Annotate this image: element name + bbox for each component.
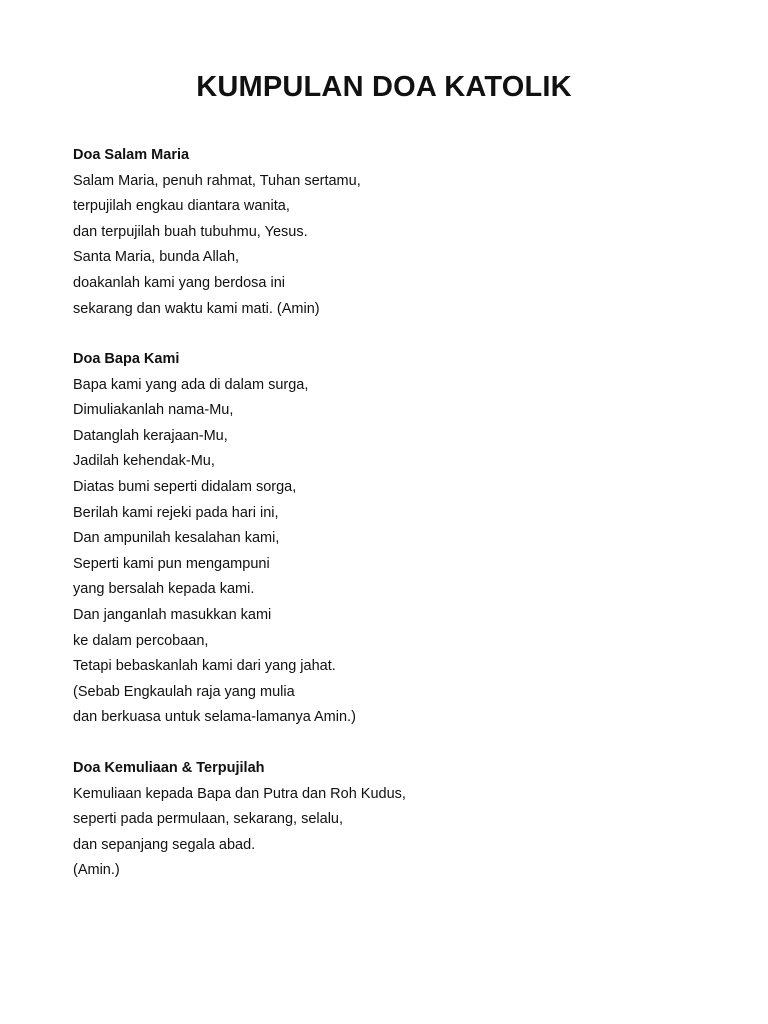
prayer-line: Dimuliakanlah nama-Mu, (73, 402, 234, 419)
prayer-line: terpujilah engkau diantara wanita, (73, 198, 290, 215)
prayer-line: Dan janganlah masukkan kami (73, 606, 272, 623)
prayer-text (73, 782, 693, 884)
prayer-title: Doa Kemuliaan & Terpujilah (73, 760, 265, 776)
prayer-line: Diatas bumi seperti didalam sorga, (73, 478, 297, 495)
prayer-line: (Sebab Engkaulah raja yang mulia (73, 683, 295, 700)
document-title: KUMPULAN DOA KATOLIK (196, 71, 572, 103)
prayer-title: Doa Salam Maria (73, 147, 190, 163)
prayer-line: Santa Maria, bunda Allah, (73, 249, 240, 266)
prayer-bapa-kami (73, 347, 693, 731)
prayer-line: Kemuliaan kepada Bapa dan Putra dan Roh Kudus, (73, 785, 406, 802)
prayer-line: Berilah kami rejeki pada hari ini, (73, 504, 279, 521)
prayer-line: dan berkuasa untuk selama-lamanya Amin.) (73, 709, 356, 726)
prayer-line: (Amin.) (73, 862, 120, 879)
prayer-line: Tetapi bebaskanlah kami dari yang jahat. (73, 658, 336, 675)
prayer-line: Bapa kami yang ada di dalam surga, (73, 376, 309, 393)
prayer-line: yang bersalah kepada kami. (73, 581, 255, 598)
prayer-line: Salam Maria, penuh rahmat, Tuhan sertamu, (73, 172, 361, 189)
prayer-line: sekarang dan waktu kami mati. (Amin) (73, 300, 320, 317)
prayer-line: seperti pada permulaan, sekarang, selalu, (73, 811, 344, 828)
prayer-kemuliaan (73, 756, 693, 884)
prayer-text (73, 169, 693, 323)
prayer-text (73, 373, 693, 731)
prayer-line: doakanlah kami yang berdosa ini (73, 274, 285, 291)
prayer-line: Seperti kami pun mengampuni (73, 555, 270, 572)
prayer-line: dan terpujilah buah tubuhmu, Yesus. (73, 223, 308, 240)
prayer-line: Jadilah kehendak-Mu, (73, 453, 215, 470)
prayer-line: dan sepanjang segala abad. (73, 836, 256, 853)
prayer-line: ke dalam percobaan, (73, 632, 209, 649)
prayer-salam-maria (73, 143, 693, 322)
prayer-line: Dan ampunilah kesalahan kami, (73, 530, 280, 547)
prayer-line: Datanglah kerajaan-Mu, (73, 427, 228, 444)
prayer-title: Doa Bapa Kami (73, 351, 180, 367)
